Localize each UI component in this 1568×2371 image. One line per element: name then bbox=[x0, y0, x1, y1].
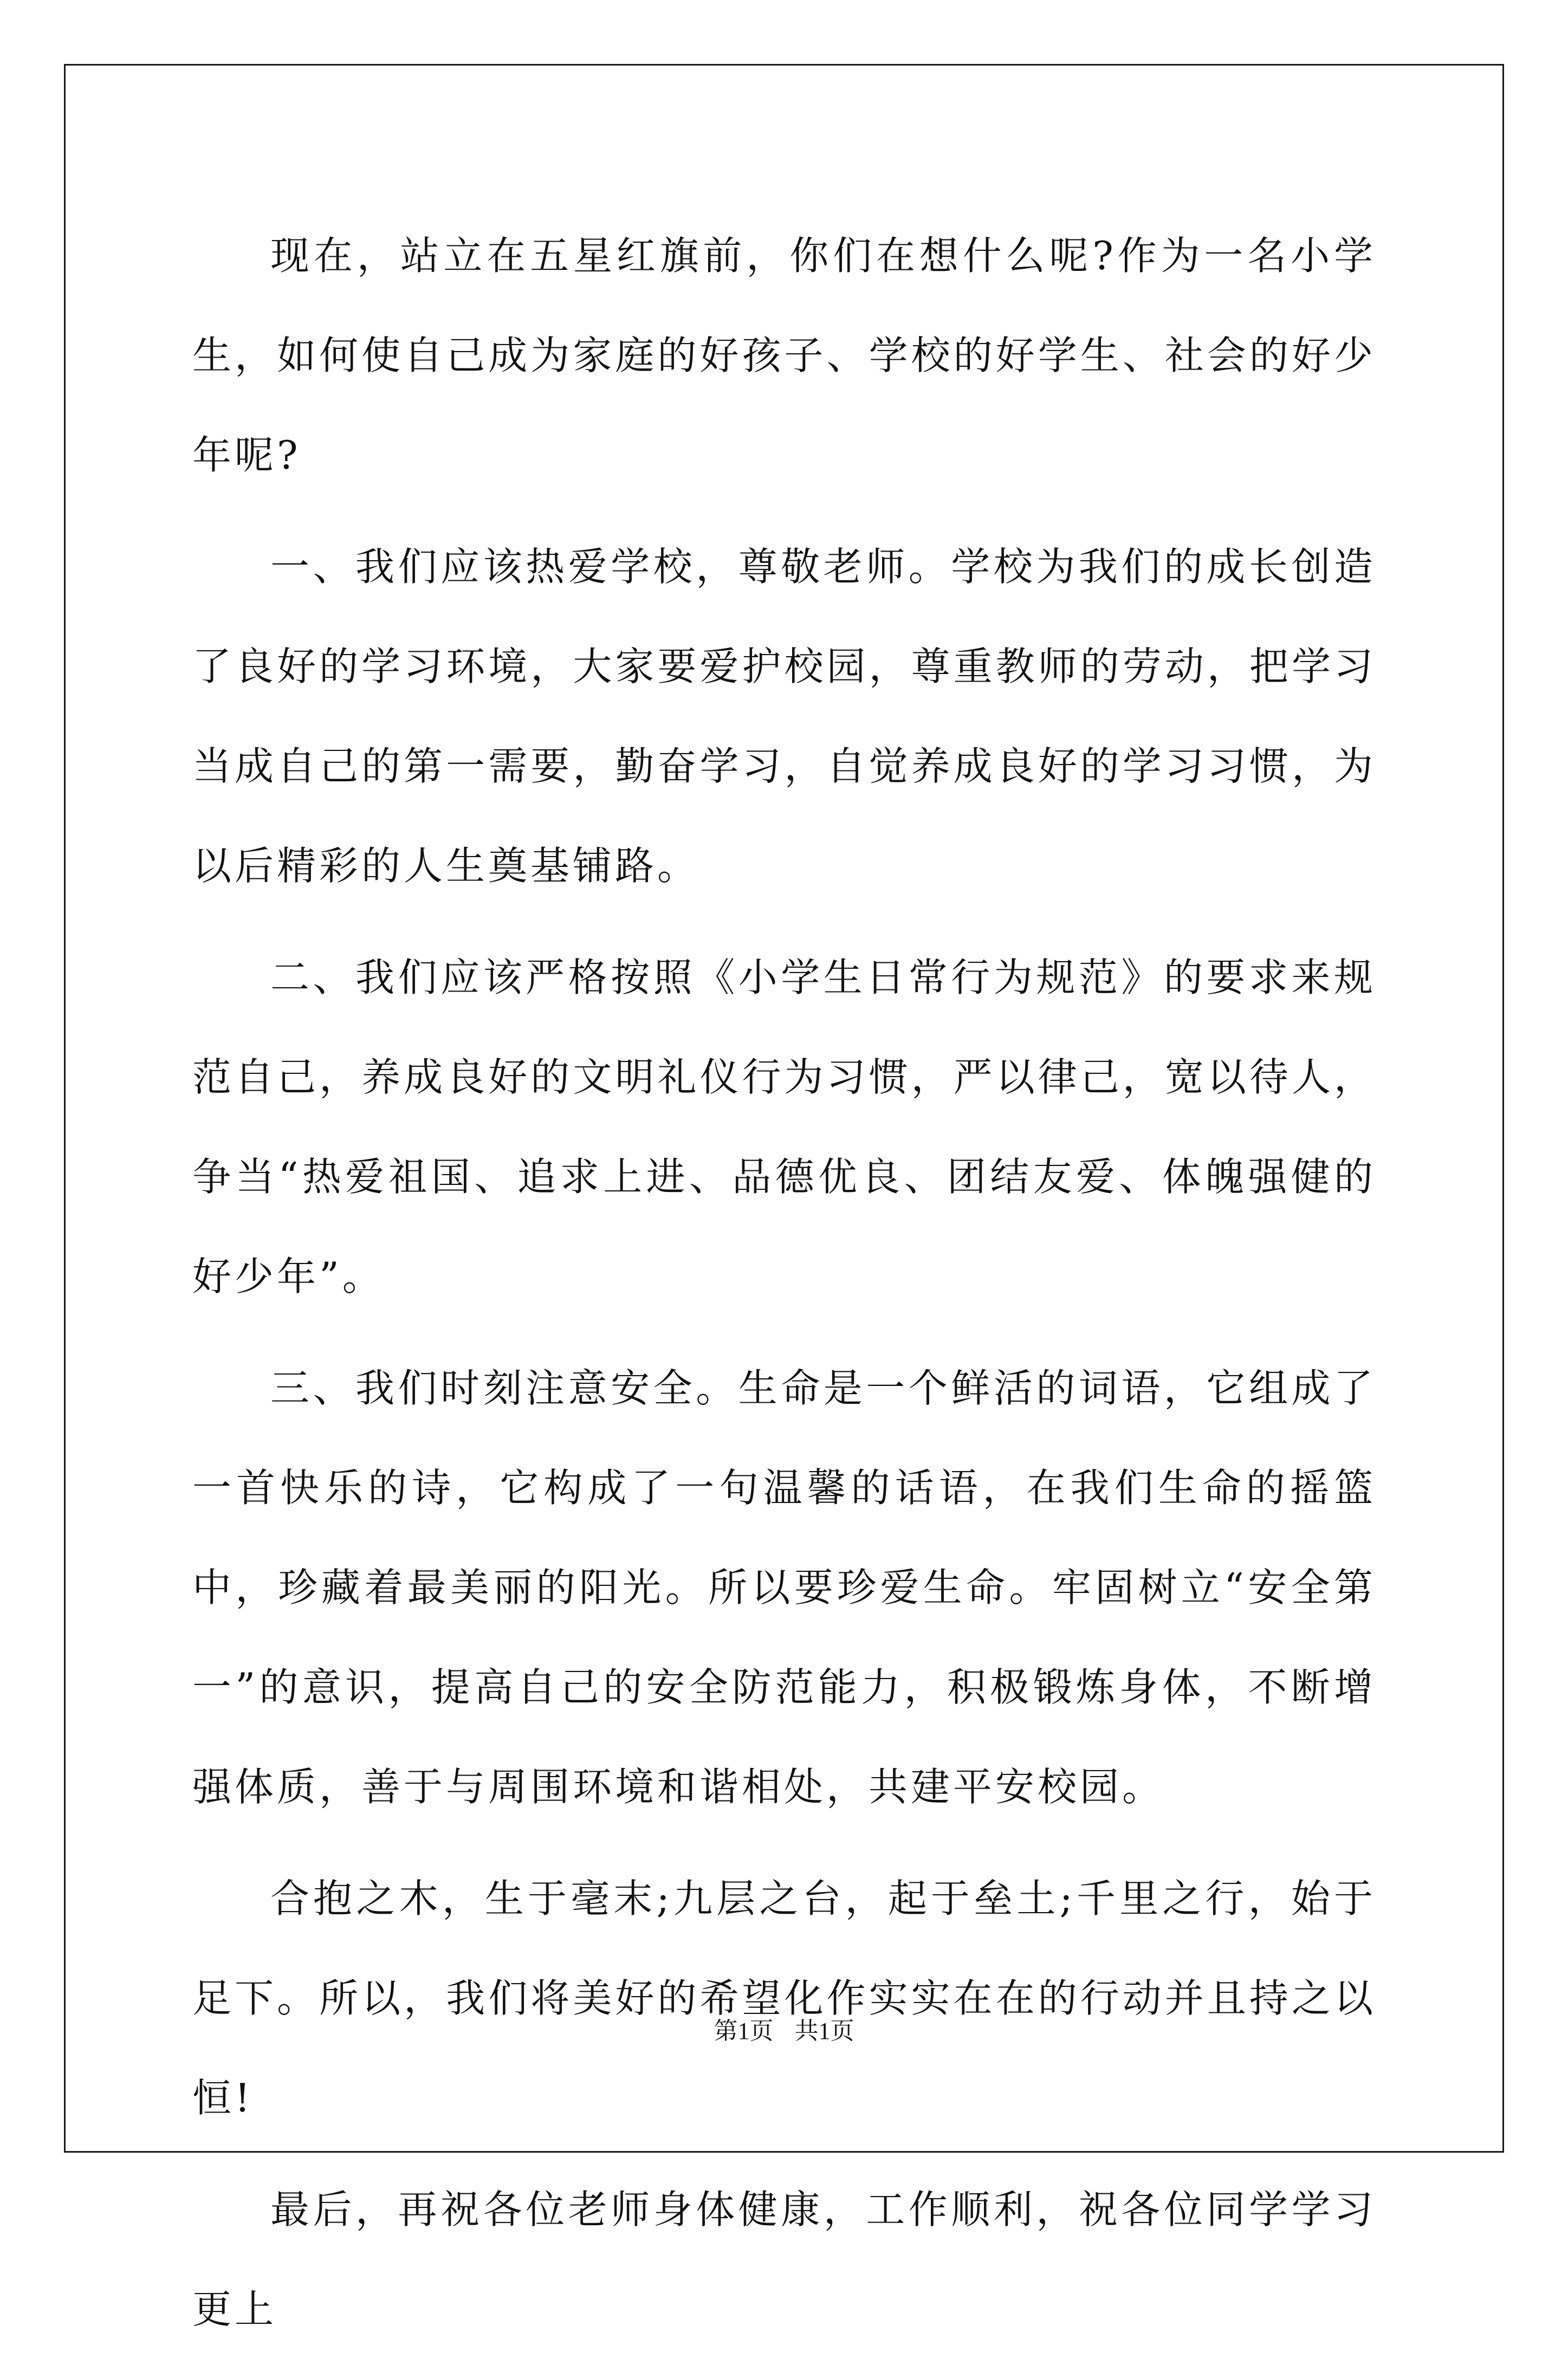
page-footer bbox=[0, 2011, 1568, 2046]
paragraph-6: 最后，再祝各位老师身体健康，工作顺利，祝各位同学学习更上 bbox=[192, 2187, 1376, 2332]
paragraph-2: 一、我们应该热爱学校，尊敬老师。学校为我们的成长创造了良好的学习环境，大家要爱护校园，尊重教师的劳动，把学习当成自己的第一需要，勤奋学习，自觉养成良好的学习习惯，为以后精彩的人生奠基铺路。 bbox=[192, 544, 1376, 889]
page-total: 共1页 bbox=[794, 2018, 854, 2044]
paragraph-3: 二、我们应该严格按照《小学生日常行为规范》的要求来规范自己，养成良好的文明礼仪行为习惯，严以律己，宽以待人，争当“热爱祖国、追求上进、品德优良、团结友爱、体魄强健的好少年”。 bbox=[192, 955, 1376, 1299]
paragraph-5: 合抱之木，生于毫末;九层之台，起于垒土;千里之行，始于足下。所以，我们将美好的希望化作实实在在的行动并且持之以恒! bbox=[192, 1876, 1376, 2121]
document-body bbox=[192, 206, 1376, 2371]
page-number: 第1页 bbox=[714, 2018, 774, 2044]
paragraph-4: 三、我们时刻注意安全。生命是一个鲜活的词语，它组成了一首快乐的诗，它构成了一句温馨的话语，在我们生命的摇篮中，珍藏着最美丽的阳光。所以要珍爱生命。牢固树立“安全第一”的意识，提高自己的安全防范能力，积极锻炼身体，不断增强体质，善于与周围环境和谐相处，共建平安校园。 bbox=[192, 1365, 1376, 1810]
paragraph-1: 现在，站立在五星红旗前，你们在想什么呢?作为一名小学生，如何使自己成为家庭的好孩子、学校的好学生、社会的好少年呢? bbox=[192, 233, 1376, 478]
